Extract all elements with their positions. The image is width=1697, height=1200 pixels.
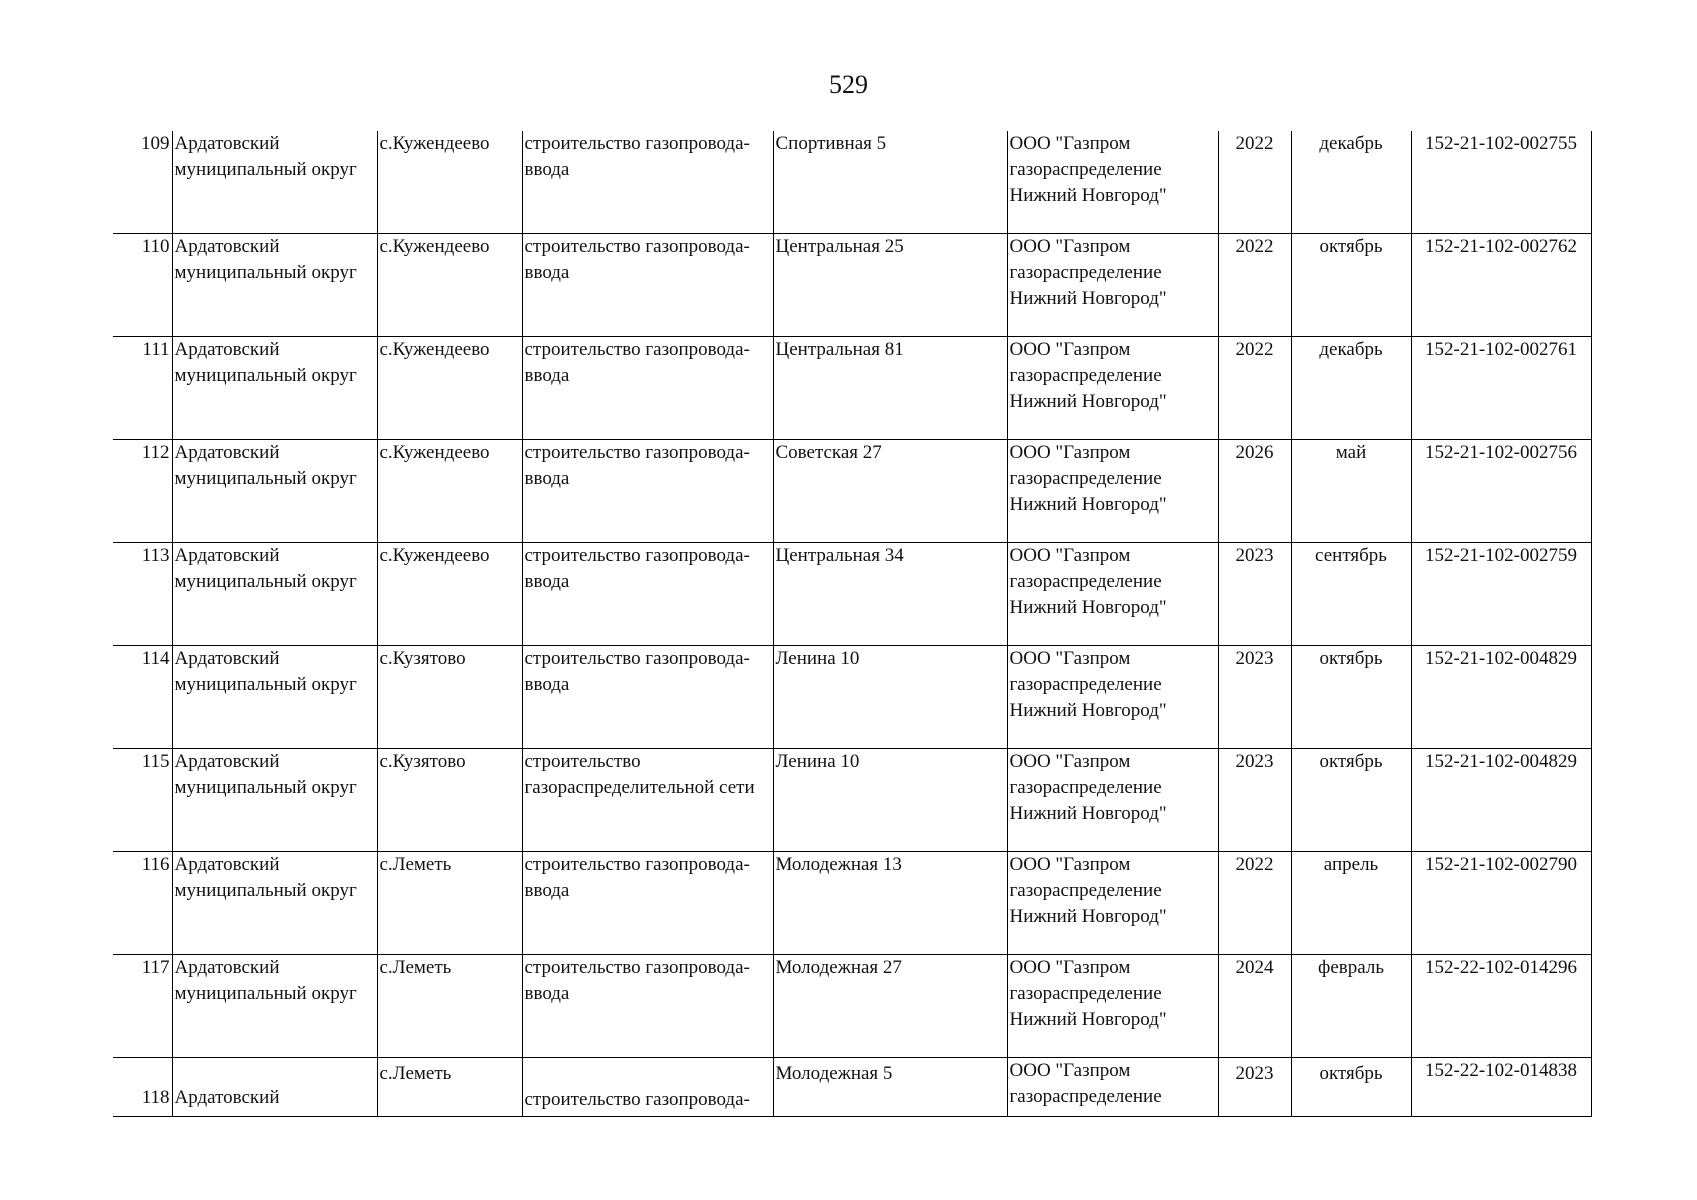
work-type-cell [522,1058,773,1117]
work-type-cell-line: ввода [524,880,570,901]
district-cell [172,852,377,955]
work-type-cell-line: ввода [524,262,570,283]
year-cell: 2022 [1218,234,1291,337]
street-cell: Спортивная 5 [773,131,1007,234]
year-cell: 2023 [1218,1058,1291,1117]
street-cell: Ленина 10 [773,749,1007,852]
code-cell: 152-21-102-002761 [1411,337,1591,440]
work-type-cell [522,749,773,852]
work-type-cell-line: строительство газопровода- [524,545,750,566]
district-cell [172,337,377,440]
month-cell: октябрь [1291,749,1411,852]
table-row [113,543,1591,646]
organization-cell-line: ООО "Газпром [1009,854,1131,875]
organization-cell-line: газораспределение [1009,262,1162,283]
organization-cell-line: газораспределение [1009,468,1162,489]
organization-cell-line: ООО "Газпром [1009,751,1131,772]
work-type-cell-line: строительство газопровода- [524,236,750,257]
work-type-cell-line: газораспределительной сети [524,777,755,798]
month-cell: февраль [1291,955,1411,1058]
organization-cell-line: ООО "Газпром [1009,1060,1131,1081]
month-cell: декабрь [1291,337,1411,440]
organization-cell-line: газораспределение [1009,159,1162,180]
organization-cell-line: Нижний Новгород" [1009,1009,1167,1030]
district-cell-line: муниципальный округ [174,777,357,798]
work-type-cell [522,543,773,646]
row-number: 114 [113,646,172,749]
organization-cell [1007,955,1218,1058]
work-type-cell-line: строительство [524,751,641,772]
village-cell: с.Леметь [377,1058,522,1117]
street-cell: Центральная 81 [773,337,1007,440]
organization-cell-line: ООО "Газпром [1009,957,1131,978]
row-number: 110 [113,234,172,337]
district-cell [172,646,377,749]
table-row [113,646,1591,749]
table-row [113,440,1591,543]
organization-cell-line: газораспределение [1009,1086,1162,1107]
district-cell [172,543,377,646]
row-number: 111 [113,337,172,440]
organization-cell [1007,440,1218,543]
month-cell: апрель [1291,852,1411,955]
organization-cell-line: ООО "Газпром [1009,133,1131,154]
row-number: 116 [113,852,172,955]
district-cell-line: муниципальный округ [174,262,357,283]
village-cell: с.Кужендеево [377,440,522,543]
month-cell: сентябрь [1291,543,1411,646]
row-number: 109 [113,131,172,234]
table-row [113,337,1591,440]
month-cell: октябрь [1291,1058,1411,1117]
village-cell: с.Кузятово [377,646,522,749]
district-cell-line: Ардатовский [174,957,280,978]
street-cell: Молодежная 27 [773,955,1007,1058]
work-type-cell-line: ввода [524,159,570,180]
district-cell [172,440,377,543]
code-cell: 152-21-102-002756 [1411,440,1591,543]
table-body [113,131,1591,1117]
village-cell: с.Леметь [377,955,522,1058]
organization-cell-line: Нижний Новгород" [1009,185,1167,206]
code-cell: 152-22-102-014296 [1411,955,1591,1058]
work-type-cell [522,646,773,749]
code-cell: 152-22-102-014838 [1411,1058,1591,1117]
organization-cell-line: ООО "Газпром [1009,545,1131,566]
district-cell-line: муниципальный округ [174,983,357,1004]
work-type-cell-line: строительство газопровода- [524,133,750,154]
district-cell-line: Ардатовский [174,133,280,154]
year-cell: 2023 [1218,646,1291,749]
code-cell: 152-21-102-002762 [1411,234,1591,337]
code-cell: 152-21-102-004829 [1411,646,1591,749]
organization-cell-line: Нижний Новгород" [1009,391,1167,412]
work-type-cell [522,234,773,337]
district-cell-line: Ардатовский [174,648,280,669]
work-type-cell [522,852,773,955]
district-cell-line: муниципальный округ [174,365,357,386]
month-cell: май [1291,440,1411,543]
work-type-cell-line: строительство газопровода- [524,339,750,360]
work-type-cell-line: строительство газопровода- [524,1089,750,1110]
district-cell-line: муниципальный округ [174,880,357,901]
table-row [113,234,1591,337]
work-type-cell [522,337,773,440]
code-cell: 152-21-102-004829 [1411,749,1591,852]
organization-cell-line: ООО "Газпром [1009,339,1131,360]
district-cell [172,234,377,337]
village-cell: с.Кужендеево [377,543,522,646]
district-cell-line: Ардатовский [174,236,280,257]
year-cell: 2022 [1218,131,1291,234]
organization-cell-line: газораспределение [1009,777,1162,798]
street-cell: Молодежная 5 [773,1058,1007,1117]
street-cell: Советская 27 [773,440,1007,543]
table-row [113,1058,1591,1117]
village-cell: с.Леметь [377,852,522,955]
organization-cell-line: Нижний Новгород" [1009,700,1167,721]
work-type-cell-line: ввода [524,674,570,695]
year-cell: 2024 [1218,955,1291,1058]
work-type-cell [522,440,773,543]
organization-cell [1007,852,1218,955]
organization-cell-line: ООО "Газпром [1009,648,1131,669]
table-row [113,955,1591,1058]
organization-cell [1007,543,1218,646]
year-cell: 2023 [1218,543,1291,646]
year-cell: 2022 [1218,852,1291,955]
work-type-cell-line: строительство газопровода- [524,854,750,875]
work-type-cell [522,955,773,1058]
work-type-cell-line: ввода [524,983,570,1004]
district-cell [172,749,377,852]
district-cell-line: муниципальный округ [174,159,357,180]
row-number: 117 [113,955,172,1058]
district-cell-line: Ардатовский [174,442,280,463]
village-cell: с.Кузятово [377,749,522,852]
table-row [113,131,1591,234]
organization-cell-line: газораспределение [1009,983,1162,1004]
organization-cell-line: Нижний Новгород" [1009,597,1167,618]
work-type-cell-line: ввода [524,571,570,592]
organization-cell [1007,234,1218,337]
district-cell-line: муниципальный округ [174,571,357,592]
district-cell-line: Ардатовский [174,545,280,566]
district-cell-line: Ардатовский [174,339,280,360]
district-cell [172,1058,377,1117]
code-cell: 152-21-102-002790 [1411,852,1591,955]
organization-cell-line: Нижний Новгород" [1009,803,1167,824]
organization-cell-line: Нижний Новгород" [1009,494,1167,515]
row-number: 118 [113,1058,172,1117]
street-cell: Центральная 25 [773,234,1007,337]
table-row [113,749,1591,852]
organization-cell [1007,337,1218,440]
village-cell: с.Кужендеево [377,234,522,337]
work-type-cell-line: ввода [524,365,570,386]
organization-cell [1007,646,1218,749]
row-number: 113 [113,543,172,646]
year-cell: 2026 [1218,440,1291,543]
row-number: 115 [113,749,172,852]
village-cell: с.Кужендеево [377,337,522,440]
district-cell-line: муниципальный округ [174,674,357,695]
district-cell-line: Ардатовский [174,854,280,875]
code-cell: 152-21-102-002755 [1411,131,1591,234]
work-type-cell [522,131,773,234]
organization-cell-line: Нижний Новгород" [1009,906,1167,927]
organization-cell-line: газораспределение [1009,880,1162,901]
year-cell: 2023 [1218,749,1291,852]
organization-cell [1007,1058,1218,1117]
street-cell: Молодежная 13 [773,852,1007,955]
district-cell [172,131,377,234]
organization-cell-line: Нижний Новгород" [1009,288,1167,309]
month-cell: октябрь [1291,234,1411,337]
work-type-cell-line: строительство газопровода- [524,957,750,978]
work-type-cell-line: ввода [524,468,570,489]
year-cell: 2022 [1218,337,1291,440]
work-type-cell-line: строительство газопровода- [524,442,750,463]
month-cell: декабрь [1291,131,1411,234]
district-cell-line: Ардатовский [174,751,280,772]
district-cell [172,955,377,1058]
organization-cell-line: газораспределение [1009,365,1162,386]
table-row [113,852,1591,955]
month-cell: октябрь [1291,646,1411,749]
district-cell-line: муниципальный округ [174,468,357,489]
work-type-cell-line: строительство газопровода- [524,648,750,669]
organization-cell-line: ООО "Газпром [1009,236,1131,257]
organization-cell-line: ООО "Газпром [1009,442,1131,463]
street-cell: Центральная 34 [773,543,1007,646]
street-cell: Ленина 10 [773,646,1007,749]
district-cell-line: Ардатовский [174,1087,280,1108]
page-number: 529 [829,70,868,99]
organization-cell-line: газораспределение [1009,674,1162,695]
village-cell: с.Кужендеево [377,131,522,234]
gasification-table [113,131,1592,1117]
row-number: 112 [113,440,172,543]
organization-cell [1007,749,1218,852]
code-cell: 152-21-102-002759 [1411,543,1591,646]
organization-cell [1007,131,1218,234]
organization-cell-line: газораспределение [1009,571,1162,592]
